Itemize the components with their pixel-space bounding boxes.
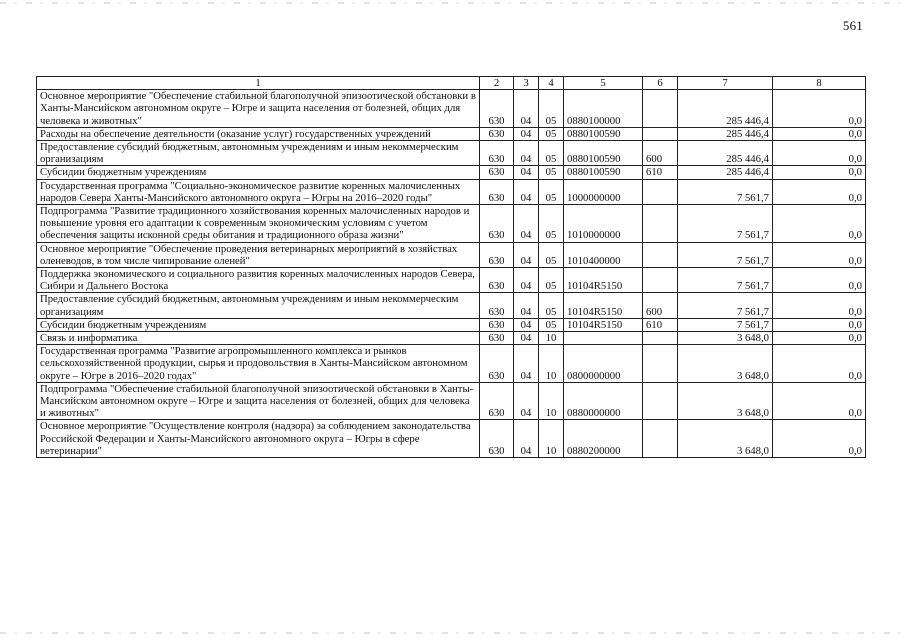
row-col-6-cell [643,345,678,383]
row-col-3-cell: 04 [514,382,539,420]
row-col-4-cell: 10 [539,420,564,458]
row-col-6-cell: 600 [643,293,678,318]
column-header: 2 [480,77,514,90]
row-col-8-cell: 0,0 [773,205,866,243]
row-col-5-cell: 10104R5150 [564,318,643,331]
row-col-8-cell: 0,0 [773,420,866,458]
table-row [37,293,866,318]
row-col-6-cell: 610 [643,166,678,179]
row-name-cell: Связь и информатика [37,332,480,345]
row-col-5-cell [564,332,643,345]
row-col-6-cell [643,179,678,204]
table-row [37,205,866,243]
row-col-8-cell: 0,0 [773,127,866,140]
row-col-5-cell: 0880000000 [564,382,643,420]
row-col-3-cell: 04 [514,268,539,293]
row-name-cell: Подпрограмма "Развитие традиционного хозяйствования коренных малочисленных народов и повышение уровня его адаптации к современным экономическим условиям с учетом обеспечения защиты исконной среды обитания и традиционного образа жизни" [37,205,480,243]
row-col-5-cell: 10104R5150 [564,293,643,318]
row-col-3-cell: 04 [514,205,539,243]
table-row [37,141,866,166]
row-col-4-cell: 05 [539,293,564,318]
row-col-2-cell: 630 [480,127,514,140]
row-col-7-cell: 7 561,7 [678,268,773,293]
row-col-5-cell: 1000000000 [564,179,643,204]
row-col-5-cell: 0880100590 [564,166,643,179]
row-col-7-cell: 7 561,7 [678,179,773,204]
row-col-5-cell: 10104R5150 [564,268,643,293]
row-col-2-cell: 630 [480,382,514,420]
column-header: 7 [678,77,773,90]
row-col-7-cell: 285 446,4 [678,127,773,140]
row-name-cell: Предоставление субсидий бюджетным, автономным учреждениям и иным некоммерческим организациям [37,141,480,166]
table-row [37,166,866,179]
row-col-2-cell: 630 [480,90,514,128]
row-name-cell: Субсидии бюджетным учреждениям [37,318,480,331]
column-header: 8 [773,77,866,90]
row-col-3-cell: 04 [514,293,539,318]
scan-artifact-top [0,2,905,4]
row-col-3-cell: 04 [514,332,539,345]
row-col-4-cell: 10 [539,345,564,383]
row-col-7-cell: 7 561,7 [678,318,773,331]
row-col-2-cell: 630 [480,268,514,293]
row-col-6-cell [643,268,678,293]
row-col-8-cell: 0,0 [773,141,866,166]
row-col-7-cell: 3 648,0 [678,332,773,345]
row-col-5-cell: 0880200000 [564,420,643,458]
row-col-8-cell: 0,0 [773,242,866,267]
row-col-7-cell: 7 561,7 [678,205,773,243]
row-col-6-cell [643,205,678,243]
row-col-6-cell [643,420,678,458]
row-col-8-cell: 0,0 [773,179,866,204]
row-col-3-cell: 04 [514,345,539,383]
row-col-6-cell: 600 [643,141,678,166]
row-col-3-cell: 04 [514,318,539,331]
row-col-5-cell: 1010000000 [564,205,643,243]
row-col-2-cell: 630 [480,293,514,318]
column-header: 6 [643,77,678,90]
row-name-cell: Подпрограмма "Обеспечение стабильной благополучной эпизоотической обстановки в Ханты-Мансийском автономном округе – Югре и защита населения от болезней, общих для человека и животных" [37,382,480,420]
table-row [37,332,866,345]
row-col-4-cell: 05 [539,166,564,179]
row-col-6-cell: 610 [643,318,678,331]
row-name-cell: Поддержка экономического и социального развития коренных малочисленных народов Севера, Сибири и Дальнего Востока [37,268,480,293]
table-row [37,242,866,267]
row-col-8-cell: 0,0 [773,166,866,179]
row-col-8-cell: 0,0 [773,318,866,331]
row-col-8-cell: 0,0 [773,382,866,420]
row-col-2-cell: 630 [480,179,514,204]
column-header: 1 [37,77,480,90]
row-col-5-cell: 0880100590 [564,141,643,166]
row-name-cell: Субсидии бюджетным учреждениям [37,166,480,179]
row-col-7-cell: 7 561,7 [678,293,773,318]
row-col-6-cell [643,90,678,128]
row-col-4-cell: 05 [539,90,564,128]
table-row [37,382,866,420]
row-col-3-cell: 04 [514,141,539,166]
row-col-2-cell: 630 [480,141,514,166]
row-col-5-cell: 0800000000 [564,345,643,383]
row-col-7-cell: 285 446,4 [678,141,773,166]
row-col-8-cell: 0,0 [773,332,866,345]
row-col-4-cell: 05 [539,127,564,140]
row-col-8-cell: 0,0 [773,268,866,293]
row-col-2-cell: 630 [480,318,514,331]
row-col-4-cell: 05 [539,318,564,331]
row-col-8-cell: 0,0 [773,293,866,318]
row-col-2-cell: 630 [480,242,514,267]
row-col-4-cell: 05 [539,205,564,243]
row-col-4-cell: 05 [539,242,564,267]
row-name-cell: Основное мероприятие "Обеспечение стабильной благополучной эпизоотической обстановки в Ханты-Мансийском автономном округе – Югре и защита населения от болезней, общих для человека и животных" [37,90,480,128]
row-col-3-cell: 04 [514,90,539,128]
row-col-7-cell: 285 446,4 [678,166,773,179]
row-col-2-cell: 630 [480,332,514,345]
row-col-2-cell: 630 [480,345,514,383]
row-col-3-cell: 04 [514,420,539,458]
row-col-4-cell: 05 [539,268,564,293]
row-col-8-cell: 0,0 [773,345,866,383]
table-row [37,90,866,128]
row-name-cell: Расходы на обеспечение деятельности (оказание услуг) государственных учреждений [37,127,480,140]
page-number: 561 [842,18,863,33]
row-name-cell: Государственная программа "Развитие агропромышленного комплекса и рынков сельскохозяйственной продукции, сырья и продовольствия в Ханты-Мансийском автономном округе – Югре в 2016–2020 годах" [37,345,480,383]
row-col-7-cell: 285 446,4 [678,90,773,128]
row-col-7-cell: 3 648,0 [678,382,773,420]
row-col-7-cell: 3 648,0 [678,345,773,383]
table-row [37,127,866,140]
table-row [37,268,866,293]
table-row [37,318,866,331]
row-col-7-cell: 7 561,7 [678,242,773,267]
row-name-cell: Основное мероприятие "Обеспечение проведения ветеринарных мероприятий в хозяйствах оленеводов, в том числе чипирование оленей" [37,242,480,267]
row-name-cell: Государственная программа "Социально-экономическое развитие коренных малочисленных народов Севера Ханты-Мансийского автономного округа – Югры на 2016–2020 годы" [37,179,480,204]
row-col-2-cell: 630 [480,205,514,243]
row-col-8-cell: 0,0 [773,90,866,128]
column-header: 3 [514,77,539,90]
row-col-3-cell: 04 [514,127,539,140]
row-col-3-cell: 04 [514,179,539,204]
row-col-3-cell: 04 [514,166,539,179]
row-col-6-cell [643,332,678,345]
row-col-3-cell: 04 [514,242,539,267]
row-name-cell: Предоставление субсидий бюджетным, автономным учреждениям и иным некоммерческим организациям [37,293,480,318]
table-row [37,420,866,458]
row-col-6-cell [643,242,678,267]
column-header: 4 [539,77,564,90]
row-col-2-cell: 630 [480,420,514,458]
table-row [37,345,866,383]
scan-artifact-bottom [0,632,905,634]
row-col-5-cell: 0880100000 [564,90,643,128]
row-col-7-cell: 3 648,0 [678,420,773,458]
row-col-5-cell: 0880100590 [564,127,643,140]
row-col-4-cell: 10 [539,382,564,420]
row-col-2-cell: 630 [480,166,514,179]
row-col-6-cell [643,382,678,420]
budget-table [36,76,866,458]
row-col-4-cell: 05 [539,179,564,204]
row-col-6-cell [643,127,678,140]
row-col-5-cell: 1010400000 [564,242,643,267]
row-name-cell: Основное мероприятие "Осуществление контроля (надзора) за соблюдением законодательства Российской Федерации и Ханты-Мансийского автономного округа – Югры в сфере ветеринарии" [37,420,480,458]
table-row [37,179,866,204]
column-header: 5 [564,77,643,90]
row-col-4-cell: 05 [539,141,564,166]
row-col-4-cell: 10 [539,332,564,345]
table-header-row [37,77,866,90]
